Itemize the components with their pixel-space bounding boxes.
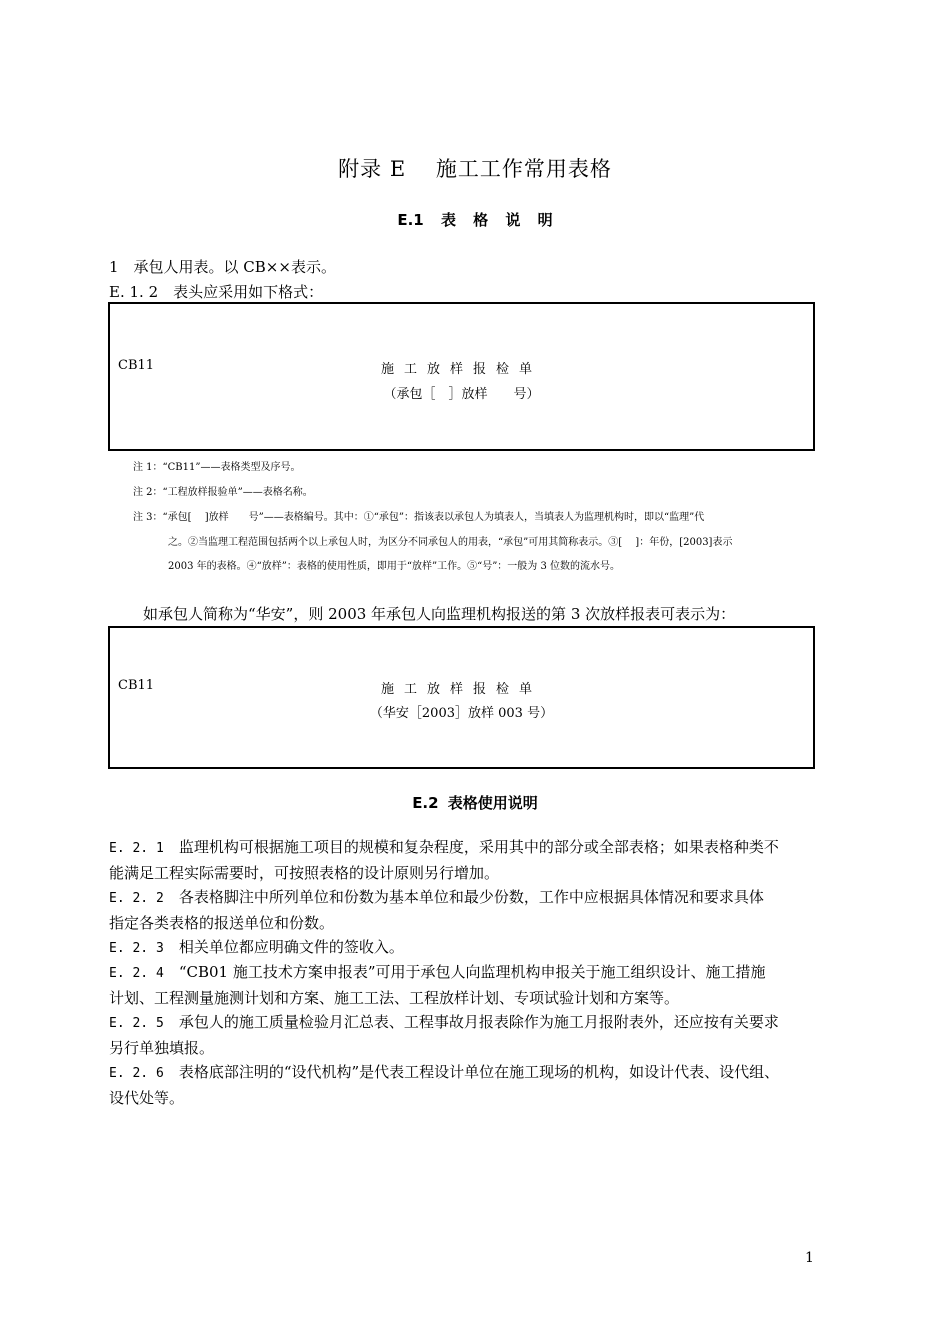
- clause-number: E. 2. 2: [109, 891, 164, 906]
- clause-number: E. 2. 3: [109, 941, 164, 956]
- note-3: 注 3：“承包[ ]放样 号”——表格编号。其中：①“承包”：指该表以承包人为填表人，当填表人为监理机构时，即以“监理”代: [133, 512, 705, 523]
- form-name: 施工放样报检单: [380, 682, 542, 697]
- paragraph-e25: [109, 1010, 839, 1060]
- paragraph-e26: [109, 1060, 839, 1110]
- example-intro: 如承包人简称为“华安”，则 2003 年承包人向监理机构报送的第 3 次放样报表可表示为：: [143, 605, 736, 623]
- form-code: CB11: [118, 678, 155, 693]
- paragraph-text: 表格底部注明的“设代机构”是代表工程设计单位在施工现场的机构，如设计代表、设代组、: [178, 1063, 780, 1081]
- section-heading-e1: E.1 表 格 说 明: [397, 211, 553, 229]
- note-3-cont: 之。②当监理工程范围包括两个以上承包人时，为区分不同承包人的用表，“承包”可用其简称表示。③[ ]：年份，[2003]表示: [168, 537, 733, 548]
- form-number: （华安［2003］放样 003 号）: [369, 706, 554, 721]
- form-name: 施工放样报检单: [380, 362, 542, 377]
- note-1: 注 1：“CB11”——表格类型及序号。: [133, 462, 301, 473]
- clause-e12: E. 1. 2 表头应采用如下格式：: [109, 283, 324, 301]
- paragraph-text: 各表格脚注中所列单位和份数为基本单位和最少份数，工作中应根据具体情况和要求具体: [178, 888, 764, 906]
- clause-number: E. 2. 1: [109, 841, 164, 856]
- section-heading-e2: E.2 表格使用说明: [412, 794, 538, 812]
- paragraph-text: 能满足工程实际需要时，可按照表格的设计原则另行增加。: [109, 864, 500, 882]
- paragraph-text: 相关单位都应明确文件的签收入。: [178, 938, 404, 956]
- page-number: 1: [805, 1250, 814, 1266]
- form-header-template: [108, 302, 815, 451]
- paragraph-e23: [109, 935, 839, 961]
- form-code: CB11: [118, 358, 155, 373]
- note-2: 注 2：“工程放样报验单”——表格名称。: [133, 487, 313, 498]
- clause-number: E. 2. 6: [109, 1066, 164, 1081]
- clause-number: E. 2. 5: [109, 1016, 164, 1031]
- item-1: 1 承包人用表。以 CB××表示。: [109, 258, 336, 276]
- paragraph-text: 设代处等。: [109, 1089, 185, 1107]
- paragraph-e21: [109, 835, 839, 885]
- paragraph-text: “CB01 施工技术方案申报表”可用于承包人向监理机构申报关于施工组织设计、施工措施: [178, 963, 766, 981]
- form-header-example: [108, 626, 815, 769]
- paragraph-text: 承包人的施工质量检验月汇总表、工程事故月报表除作为施工月报附表外，还应按有关要求: [178, 1013, 779, 1031]
- paragraph-text: 计划、工程测量施测计划和方案、施工工法、工程放样计划、专项试验计划和方案等。: [109, 989, 680, 1007]
- note-3-cont: 2003 年的表格。④“放样”：表格的使用性质，即用于“放样”工作。⑤“号”：一般为 3 位数的流水号。: [168, 561, 621, 572]
- paragraph-e22: [109, 885, 839, 935]
- paragraph-text: 监理机构可根据施工项目的规模和复杂程度，采用其中的部分或全部表格；如果表格种类不: [178, 838, 779, 856]
- form-number: （承包［ ］放样 号）: [383, 387, 540, 402]
- paragraph-text: 另行单独填报。: [109, 1039, 215, 1057]
- paragraph-e24: [109, 960, 839, 1010]
- paragraph-text: 指定各类表格的报送单位和份数。: [109, 914, 335, 932]
- clause-number: E. 2. 4: [109, 966, 164, 981]
- page-title: 附录 E 施工工作常用表格: [338, 157, 612, 181]
